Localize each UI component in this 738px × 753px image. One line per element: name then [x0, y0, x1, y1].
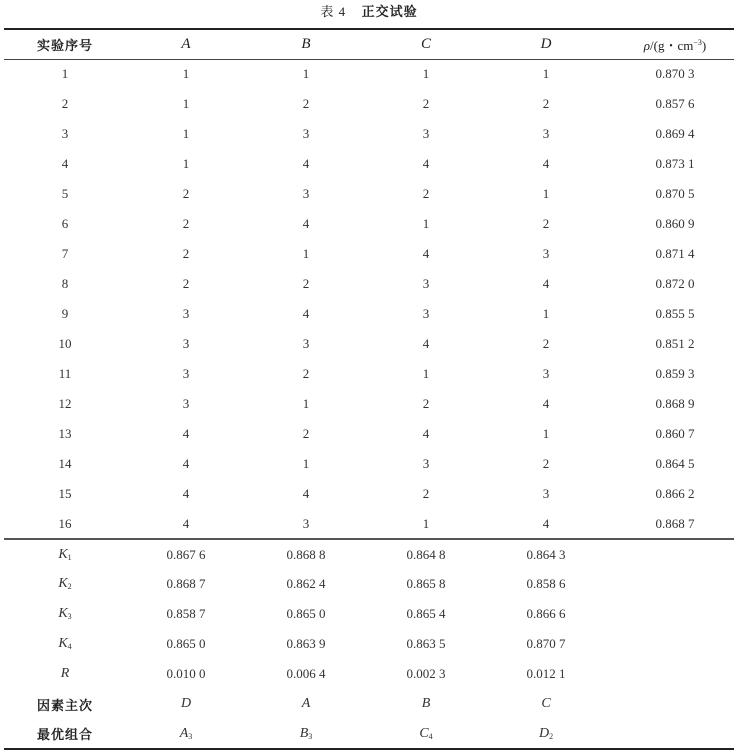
level-c: 3 — [422, 126, 430, 141]
density-value: 0.873 1 — [655, 156, 695, 171]
level-c: 4 — [422, 426, 430, 441]
optimal-d: $D_2$ — [538, 725, 554, 741]
header-factor-a: A — [181, 35, 191, 52]
k1-b: 0.868 8 — [286, 546, 326, 562]
level-c: 1 — [422, 216, 430, 231]
run-number: 12 — [58, 396, 72, 411]
table-number: 表 4 — [320, 4, 347, 19]
range-empty — [606, 659, 734, 689]
factor-order-row — [4, 689, 734, 719]
level-d: 4 — [542, 156, 550, 171]
density-value: 0.866 2 — [655, 486, 695, 501]
table-row — [4, 509, 734, 539]
density-unit-suffix: ) — [701, 37, 707, 53]
table-row — [4, 389, 734, 419]
level-a: 4 — [182, 486, 190, 501]
level-a: 4 — [182, 426, 190, 441]
run-number: 5 — [61, 186, 69, 201]
orthogonal-test-table — [4, 28, 734, 750]
k3-c: 0.865 4 — [406, 606, 446, 621]
table-caption — [0, 2, 738, 23]
level-c: 3 — [422, 456, 430, 471]
level-b: 4 — [302, 486, 310, 501]
level-d: 2 — [542, 96, 550, 111]
k4-label: $K_4$ — [58, 636, 72, 651]
factor-order-label: 因素主次 — [36, 698, 93, 714]
run-number: 11 — [58, 366, 72, 381]
k4-d: 0.870 7 — [526, 636, 566, 651]
run-number: 7 — [61, 246, 69, 261]
level-d: 2 — [542, 336, 550, 351]
level-a: 4 — [182, 515, 190, 531]
density-value: 0.855 5 — [655, 306, 695, 321]
level-c: 2 — [422, 396, 430, 411]
table-row — [4, 359, 734, 389]
density-value: 0.870 3 — [655, 66, 695, 82]
header-density — [606, 29, 734, 59]
level-b: 3 — [302, 186, 310, 201]
k1-label: $K_1$ — [58, 546, 72, 562]
run-number: 16 — [58, 515, 72, 531]
k3-empty — [606, 599, 734, 629]
level-c: 2 — [422, 486, 430, 501]
table-row — [4, 239, 734, 269]
k2-c: 0.865 8 — [406, 576, 446, 591]
optimal-combination-label: 最优组合 — [36, 728, 93, 743]
range-a: 0.010 0 — [166, 666, 206, 681]
level-b: 2 — [302, 276, 310, 291]
level-d: 3 — [542, 366, 550, 381]
table-row — [4, 89, 734, 119]
run-number: 3 — [61, 126, 69, 141]
header-row — [4, 29, 734, 59]
run-number: 8 — [61, 276, 69, 291]
run-number: 2 — [61, 96, 69, 111]
level-a: 2 — [182, 246, 190, 261]
k4-b: 0.863 9 — [286, 636, 326, 651]
level-b: 4 — [302, 156, 310, 171]
level-d: 3 — [542, 486, 550, 501]
density-value: 0.868 9 — [655, 396, 695, 411]
density-unit-exponent: −3 — [693, 37, 702, 47]
level-b: 4 — [302, 306, 310, 321]
density-value: 0.857 6 — [655, 96, 695, 111]
level-d: 3 — [542, 246, 550, 261]
level-c: 4 — [422, 246, 430, 261]
level-d: 1 — [542, 306, 550, 321]
density-value: 0.859 3 — [655, 366, 695, 381]
k2-a: 0.868 7 — [166, 576, 206, 591]
level-d: 4 — [542, 396, 550, 411]
table-row — [4, 449, 734, 479]
level-b: 1 — [302, 396, 310, 411]
k2-b: 0.862 4 — [286, 576, 326, 591]
range-label: R — [60, 666, 70, 681]
run-number: 9 — [61, 306, 69, 321]
header-factor-c: C — [420, 35, 431, 52]
level-d: 4 — [542, 515, 550, 531]
table-row — [4, 149, 734, 179]
table-row — [4, 299, 734, 329]
table-row — [4, 479, 734, 509]
optimal-a: $A_3$ — [179, 725, 193, 741]
density-value: 0.860 9 — [655, 216, 695, 231]
level-c: 1 — [422, 515, 430, 531]
level-d: 2 — [542, 456, 550, 471]
header-run-number: 实验序号 — [36, 38, 93, 54]
run-number: 15 — [58, 486, 72, 501]
k4-c: 0.863 5 — [406, 636, 446, 651]
optimal-c: $C_4$ — [419, 725, 433, 741]
run-number: 10 — [58, 336, 72, 351]
range-c: 0.002 3 — [406, 666, 446, 681]
optimal-b: $B_3$ — [299, 725, 313, 741]
optimal-combination-row — [4, 719, 734, 749]
k4-row — [4, 629, 734, 659]
table-row — [4, 269, 734, 299]
range-row — [4, 659, 734, 689]
level-a: 1 — [182, 126, 190, 141]
run-number: 4 — [61, 156, 69, 171]
density-value: 0.872 0 — [655, 276, 695, 291]
k4-a: 0.865 0 — [166, 636, 206, 651]
level-a: 2 — [182, 276, 190, 291]
level-b: 1 — [302, 456, 310, 471]
table-row — [4, 329, 734, 359]
density-value: 0.869 4 — [655, 126, 695, 141]
range-b: 0.006 4 — [286, 666, 326, 681]
level-d: 1 — [542, 426, 550, 441]
level-b: 2 — [302, 96, 310, 111]
k3-b: 0.865 0 — [286, 606, 326, 621]
density-value: 0.851 2 — [655, 336, 695, 351]
level-a: 1 — [182, 66, 190, 82]
level-c: 4 — [422, 156, 430, 171]
summary-body — [4, 539, 734, 749]
level-d: 1 — [542, 66, 550, 82]
table-row — [4, 419, 734, 449]
k1-a: 0.867 6 — [166, 546, 206, 562]
runs-body — [4, 59, 734, 539]
run-number: 6 — [61, 216, 69, 231]
level-b: 3 — [302, 515, 310, 531]
level-c: 4 — [422, 336, 430, 351]
k1-empty — [606, 539, 734, 569]
level-b: 1 — [302, 246, 310, 261]
level-c: 3 — [422, 276, 430, 291]
optimal-empty — [606, 719, 734, 749]
level-b: 2 — [302, 366, 310, 381]
level-c: 1 — [422, 366, 430, 381]
k1-d: 0.864 3 — [526, 546, 566, 562]
range-d: 0.012 1 — [526, 666, 566, 681]
level-a: 1 — [182, 156, 190, 171]
factor-order-3: B — [421, 696, 431, 711]
density-value: 0.870 5 — [655, 186, 695, 201]
table-row — [4, 59, 734, 89]
k1-c: 0.864 8 — [406, 546, 446, 562]
table-title: 正交试验 — [361, 5, 418, 20]
level-c: 2 — [422, 186, 430, 201]
density-value: 0.860 7 — [655, 426, 695, 441]
factor-order-2: A — [301, 696, 311, 711]
header-factor-b: B — [301, 35, 311, 52]
level-b: 3 — [302, 336, 310, 351]
factor-order-empty — [606, 689, 734, 719]
density-value: 0.868 7 — [655, 515, 695, 531]
level-d: 4 — [542, 276, 550, 291]
level-b: 4 — [302, 216, 310, 231]
k2-d: 0.858 6 — [526, 576, 566, 591]
factor-order-1: D — [180, 696, 192, 711]
run-number: 14 — [58, 456, 72, 471]
level-a: 3 — [182, 396, 190, 411]
level-b: 1 — [302, 66, 310, 82]
k4-empty — [606, 629, 734, 659]
level-a: 3 — [182, 306, 190, 321]
header-factor-d: D — [540, 35, 552, 52]
level-a: 2 — [182, 186, 190, 201]
k2-label: $K_2$ — [58, 576, 72, 591]
level-c: 2 — [422, 96, 430, 111]
level-d: 2 — [542, 216, 550, 231]
k3-d: 0.866 6 — [526, 606, 566, 621]
density-value: 0.864 5 — [655, 456, 695, 471]
factor-order-4: C — [541, 696, 551, 711]
k3-label: $K_3$ — [58, 606, 72, 621]
level-b: 2 — [302, 426, 310, 441]
run-number: 1 — [61, 66, 69, 82]
level-c: 1 — [422, 66, 430, 82]
level-a: 1 — [182, 96, 190, 111]
table-row — [4, 179, 734, 209]
density-unit-prefix: /(g・cm — [650, 37, 694, 53]
k1-row — [4, 539, 734, 569]
level-d: 1 — [542, 186, 550, 201]
k2-row — [4, 569, 734, 599]
density-value: 0.871 4 — [655, 246, 695, 261]
run-number: 13 — [58, 426, 72, 441]
k2-empty — [606, 569, 734, 599]
table-row — [4, 209, 734, 239]
level-a: 2 — [182, 216, 190, 231]
level-a: 3 — [182, 366, 190, 381]
level-a: 3 — [182, 336, 190, 351]
level-d: 3 — [542, 126, 550, 141]
level-b: 3 — [302, 126, 310, 141]
level-a: 4 — [182, 456, 190, 471]
density-symbol: ρ — [643, 37, 651, 53]
table-row — [4, 119, 734, 149]
k3-row — [4, 599, 734, 629]
k3-a: 0.858 7 — [166, 606, 206, 621]
level-c: 3 — [422, 306, 430, 321]
